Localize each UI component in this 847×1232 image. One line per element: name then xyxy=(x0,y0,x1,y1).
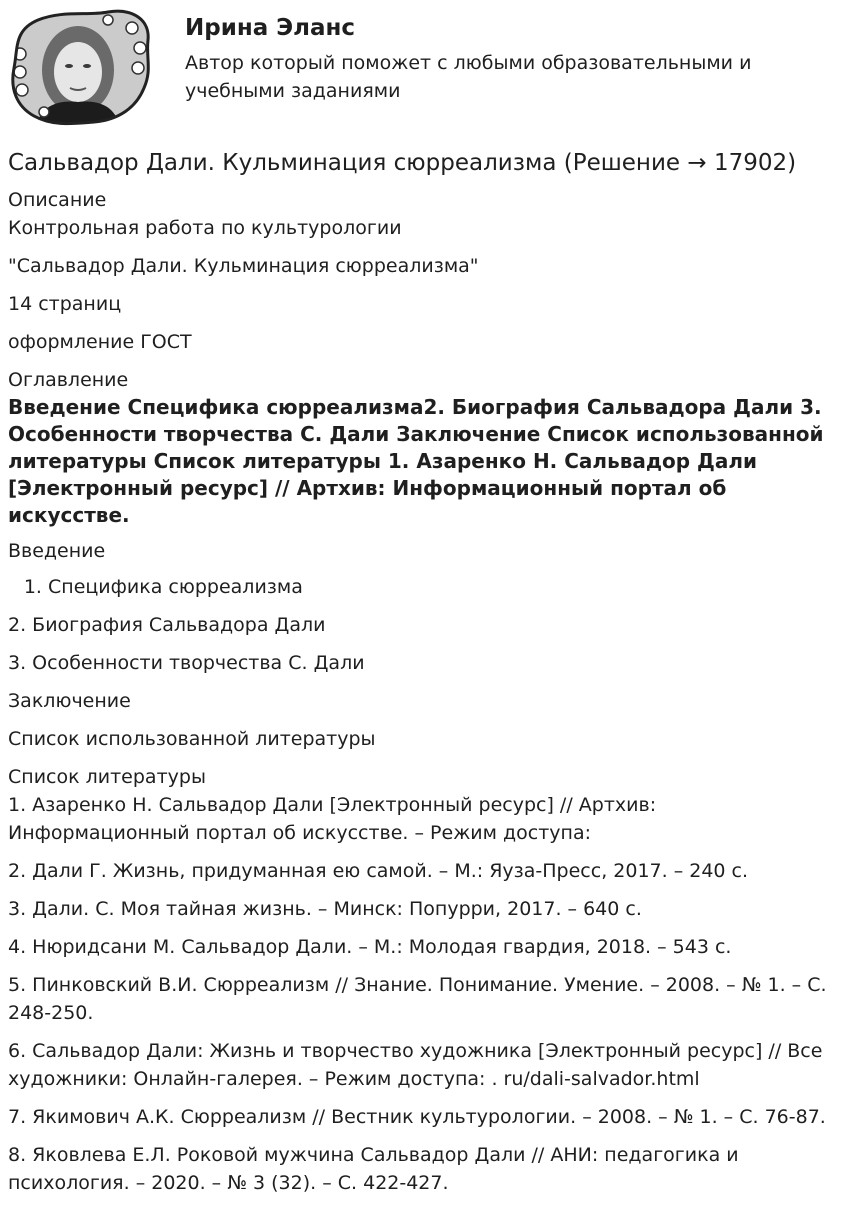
references-list xyxy=(8,791,838,1197)
reference-item: 2. Дали Г. Жизнь, придуманная ею самой. – М.: Яуза-Пресс, 2017. – 240 с. xyxy=(8,860,749,882)
description-line: оформление ГОСТ xyxy=(8,331,192,353)
toc-label: Оглавление xyxy=(8,369,129,391)
section-heading: 3. Особенности творчества С. Дали xyxy=(8,652,365,674)
author-description: Автор который поможет с любыми образовательными и учебными заданиями xyxy=(185,52,752,102)
reference-item: 3. Дали. С. Моя тайная жизнь. – Минск: Попурри, 2017. – 640 с. xyxy=(8,898,642,920)
reference-item: 1. Азаренко Н. Сальвадор Дали [Электронный ресурс] // Артхив: Информационный портал об искусстве. – Режим доступа: xyxy=(8,794,657,844)
document-title: Сальвадор Дали. Кульминация сюрреализма (Решение → 17902) xyxy=(8,150,797,176)
description-line: "Сальвадор Дали. Кульминация сюрреализма" xyxy=(8,255,479,277)
reference-item: 7. Якимович А.К. Сюрреализм // Вестник культурологии. – 2008. – № 1. – С. 76-87. xyxy=(8,1106,826,1128)
section-heading: 2. Биография Сальвадора Дали xyxy=(8,614,326,636)
toc-summary: Введение Специфика сюрреализма2. Биография Сальвадора Дали 3. Особенности творчества С. Дали Заключение Список использованной литературы Список литературы 1. Азаренко Н. Сальвадор Дали [Электронный ресурс] // Артхив: Информационный портал об искусстве. xyxy=(8,395,824,527)
reference-item: 8. Яковлева Е.Л. Роковой мужчина Сальвадор Дали // АНИ: педагогика и психология. – 2020. – № 3 (32). – С. 422-427. xyxy=(8,1144,739,1194)
references-label: Список литературы xyxy=(8,766,206,788)
section-heading: Заключение xyxy=(8,690,131,712)
description-line: Контрольная работа по культурологии xyxy=(8,217,402,239)
list-item: 1. Специфика сюрреализма xyxy=(48,573,838,601)
author-block xyxy=(8,8,838,128)
numbered-list xyxy=(8,573,838,601)
reference-item: 6. Сальвадор Дали: Жизнь и творчество художника [Электронный ресурс] // Все художники: Онлайн-галерея. – Режим доступа: . ru/dali-salvador.html xyxy=(8,1040,823,1090)
document-content xyxy=(8,146,838,1207)
description-label: Описание xyxy=(8,189,107,211)
author-avatar xyxy=(8,8,152,126)
intro-heading: Введение xyxy=(8,540,106,562)
section-heading: Список использованной литературы xyxy=(8,728,376,750)
reference-item: 4. Нюридсани М. Сальвадор Дали. – М.: Молодая гвардия, 2018. – 543 с. xyxy=(8,936,732,958)
author-name: Ирина Эланс xyxy=(185,15,356,41)
description-line: 14 страниц xyxy=(8,293,122,315)
reference-item: 5. Пинковский В.И. Сюрреализм // Знание. Понимание. Умение. – 2008. – № 1. – С. 248-250. xyxy=(8,974,827,1024)
